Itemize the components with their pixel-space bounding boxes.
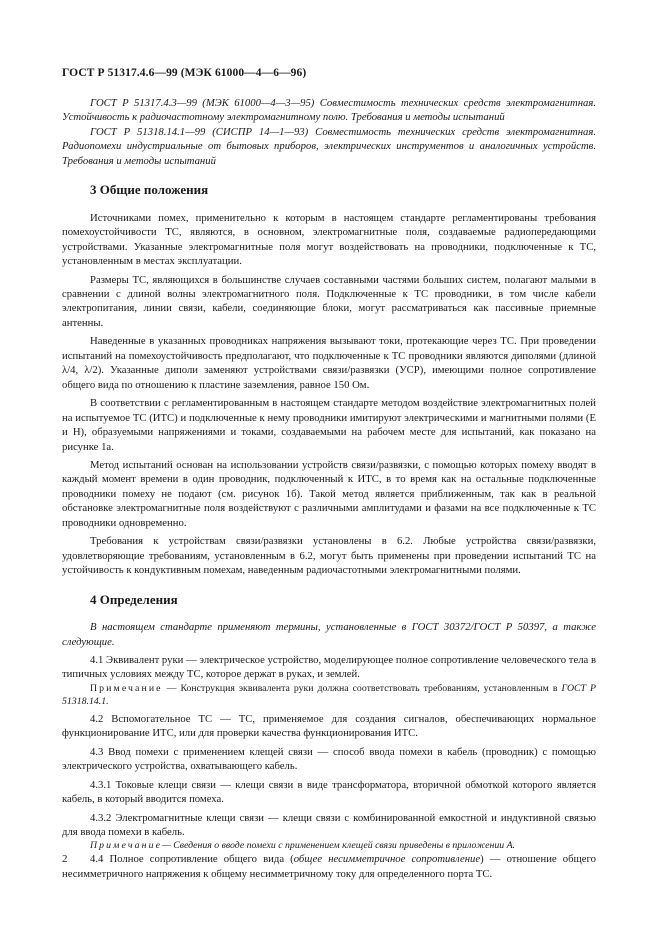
section-heading-4: 4 Определения	[90, 591, 178, 607]
note-text: — Конструкция эквивалента руки должна соответствовать требованиям, установленным в	[162, 682, 562, 694]
normative-reference: ГОСТ Р 51317.4.3—99 (МЭК 61000—4—3—95) Совместимость технических средств электромагнитная. Устойчивость к радиочастотному электромагнитному полю. Требования и методы испытаний	[62, 97, 596, 124]
definition-4-3: 4.3 Ввод помехи с применением клещей связи — способ ввода помехи в кабель (проводник) с помощью электрического устройства, охватывающего кабель.	[62, 745, 596, 773]
paragraph: Требования к устройствам связи/развязки установлены в 6.2. Любые устройства связи/развязки, удовлетворяющие требованиям, установленным в 6.2, могут быть применены при проведении испытаний ТС на устойчивость к кондуктивным помехам, наведенным радиочастотными электромагнитными полями.	[62, 535, 596, 577]
paragraph: Источниками помех, применительно к которым в настоящем стандарте регламентированы требования помехоустойчивости ТС, являются, в основном, электромагнитные поля, создаваемые радиопередающими устройствами. Указанные электромагнитные поля могут воздействовать на проводники, подключенные к ТС, установленным в местах эксплуатации.	[62, 211, 596, 268]
definition-4-4	[62, 852, 596, 881]
note-label: Примечание	[90, 840, 163, 852]
note-label: Примечание	[90, 682, 163, 694]
normative-reference: ГОСТ Р 51318.14.1—99 (СИСПР 14—1—93) Совместимость технических средств электромагнитная. Радиопомехи индустриальные от бытовых приборов, электрических инструментов и аналогичных устройств. Требования и методы испытаний	[62, 125, 596, 167]
section-heading-3: 3 Общие положения	[90, 182, 209, 198]
definition-text: 4.4 Полное сопротивление общего вида (	[90, 853, 294, 866]
note	[62, 682, 596, 708]
definition-4-3-1: 4.3.1 Токовые клещи связи — клещи связи в виде трансформатора, вторичной обмоткой которого является кабель, в который вводится помеха.	[62, 778, 596, 806]
note-text: — Сведения о вводе помехи с применением клещей связи приведены в приложении А.	[162, 840, 516, 852]
paragraph: Наведенные в указанных проводниках напряжения вызывают токи, протекающие через ТС. При проведении испытаний на помехоустойчивость предполагают, что подключенные к ТС проводники являются диполями (длиной λ/4, λ/2). Указанные диполи заменяют устройствами связи/развязки (УСР), имеющими полное сопротивление общего вида по отношению к пластине заземления, равное 150 Ом.	[62, 335, 596, 391]
page-content	[62, 96, 596, 881]
definition-4-1: 4.1 Эквивалент руки — электрическое устройство, моделирующее полное сопротивление человеческого тела в типичных условиях между ТС, которое держат в руках, и землей.	[62, 653, 596, 681]
definition-term-italic: общее несимметричное сопротивление	[293, 853, 481, 866]
paragraph: Размеры ТС, являющихся в большинстве случаев составными частями больших систем, полагают малыми в сравнении с длиной волны электромагнитного поля. Подключенные к ТС проводники, в том числе кабели электропитания, линии связи, кабели, соединяющие блоки, могут рассматриваться как пассивные приемные антенны.	[62, 273, 596, 329]
running-header: ГОСТ Р 51317.4.6—99 (МЭК 61000—4—6—96)	[62, 67, 307, 79]
definitions-intro: В настоящем стандарте применяют термины, установленные в ГОСТ 30372/ГОСТ Р 50397, а также следующие.	[62, 621, 596, 648]
page-number: 2	[62, 853, 68, 865]
definition-4-3-2: 4.3.2 Электромагнитные клещи связи — клещи связи с комбинированной емкостной и индуктивной связью для ввода помехи в кабель.	[62, 811, 596, 839]
paragraph: В соответствии с регламентированным в настоящем стандарте методом воздействие электромагнитных полей на испытуемое ТС (ИТС) и подключенные к нему проводники имитируют электрическими и магнитными полями (Е и Н), образуемыми напряжениями и токами, создаваемыми на рабочем месте для испытаний, как показано на рисунке 1а.	[62, 397, 596, 453]
definition-4-2: 4.2 Вспомогательное ТС — ТС, применяемое для создания сигналов, обеспечивающих нормальное функционирование ИТС, или для проверки качества функционирования ИТС.	[62, 712, 596, 740]
paragraph: Метод испытаний основан на использовании устройств связи/развязки, с помощью которых помеху вводят в каждый момент времени в один проводник, подключенный к ИТС, в то время как на остальные подключенные проводники помеху не подают (см. рисунок 1б). Такой метод является приближенным, так как в реальной обстановке электромагнитные поля воздействуют с различными амплитудами и фазами на все подключенные к ТС проводники одновременно.	[62, 458, 596, 529]
note	[62, 839, 596, 852]
definition-text: ) — отношение общего несимметричного напряжения к общему несимметричному току для определенного порта ТС.	[62, 853, 596, 880]
note-reference: ГОСТ Р 51318.14.1.	[62, 682, 597, 707]
